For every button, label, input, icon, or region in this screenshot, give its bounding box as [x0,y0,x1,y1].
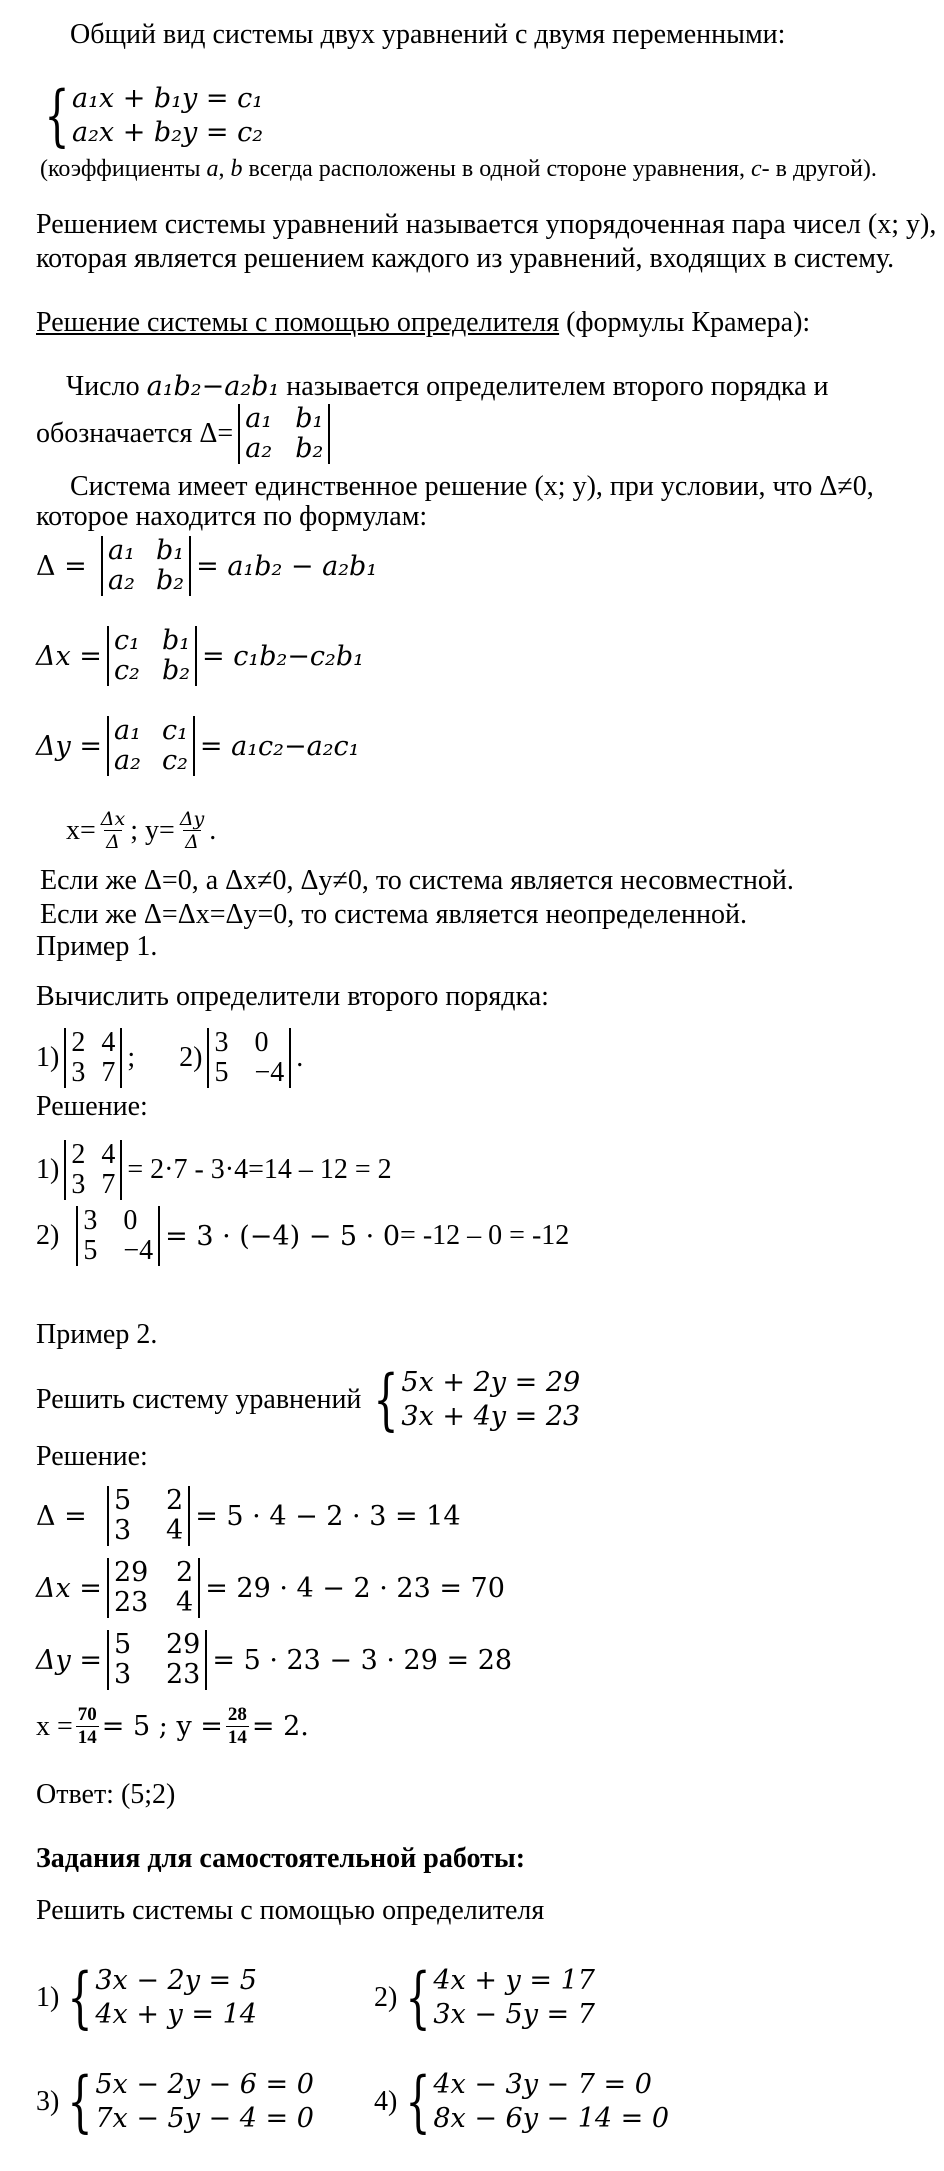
example2-dx [36,1558,505,1618]
system-eq: 4x − 3y − 7 = 0 [433,2069,652,2100]
fraction-den: Δ [185,831,199,853]
tasks-subtitle: Решить системы с помощью определителя [36,1895,545,1926]
coef-note [40,152,877,186]
matrix-cell: 3 [114,1659,132,1690]
fraction-den: Δ [106,831,120,853]
system-eq: 3x + 4y = 23 [401,1401,581,1432]
general-system [36,77,264,154]
unique-line-1: Система имеет единственное решение (x; y), при условии, что Δ≠0, [70,471,874,502]
definition-line-2: которая является решением каждого из уравнений, входящих в систему. [36,243,895,274]
formula-dy-matrix [107,716,195,776]
definition-line-1: Решением системы уравнений называется упорядоченная пара чисел (x; y), [36,209,937,240]
formula-rhs: = a₁c₂−a₂c₁ [199,730,360,762]
system-eq: 4x + y = 14 [95,1999,257,2030]
sol-end: . [209,814,217,846]
example1-title: Пример 1. [36,931,158,962]
matrix-cell: a₂ [108,565,135,596]
formula-lhs: Δy = [36,730,102,762]
task-label: 1) [36,1982,60,2013]
coef-note-part: , [218,156,231,182]
task-label: 2) [374,1982,398,2013]
matrix-cell: −4 [123,1235,154,1266]
method-title-rest: (формулы Крамера): [559,307,811,338]
example1-solution-1 [36,1140,392,1200]
result-x-value: = 5 ; y = [101,1711,223,1742]
example1-solution-label: Решение: [36,1091,148,1122]
fraction-num: Δx [100,808,126,830]
task-item-1 [36,1959,257,2036]
example2-task [36,1361,581,1438]
sol-x-label: x= [66,814,96,846]
matrix-cell: 4 [166,1515,184,1546]
matrix-cell: 0 [123,1205,138,1236]
matrix-cell: 7 [101,1057,116,1088]
matrix-cell: 3 [83,1205,98,1236]
example2-task-text: Решить систему уравнений [36,1384,362,1415]
fraction-y [226,1704,249,1749]
fraction-den: 14 [77,1727,97,1748]
example1-questions [36,1028,303,1088]
matrix-cell: a₁ [245,403,273,434]
s1-rhs: = 2·7 - 3·4=14 – 12 = 2 [127,1154,392,1185]
fraction-num: 70 [77,1704,97,1725]
task-item-3 [36,2063,314,2140]
matrix-cell: b₁ [161,625,191,656]
formula-lhs: Δ = [36,550,87,582]
example2-dy [36,1630,512,1690]
matrix-cell: 3 [214,1027,229,1058]
det-def-text: обозначается Δ= [36,418,234,449]
formula-rhs: = 5 · 23 − 3 · 29 = 28 [212,1644,513,1676]
matrix-cell: b₁ [295,403,324,434]
system-eq: 5x + 2y = 29 [401,1367,581,1398]
q2-matrix [207,1028,291,1088]
fraction-den: 14 [227,1727,247,1748]
matrix-cell: b₂ [156,565,185,596]
coef-b: b [230,156,243,182]
fraction-num: Δy [179,808,205,830]
formula-lhs: Δx = [36,1572,102,1604]
fraction-x [99,808,127,853]
system-brace: { [405,2063,431,2140]
coef-a: a [206,156,219,182]
matrix-cell: 5 [83,1235,98,1266]
formula-rhs: = a₁b₂ − a₂b₁ [196,550,378,582]
matrix-cell: 3 [71,1057,86,1088]
solution-formula [66,808,216,853]
matrix-cell: a₁ [113,715,141,746]
example2-title: Пример 2. [36,1319,158,1350]
s1-matrix [64,1140,122,1200]
matrix-cell: a₂ [245,433,273,464]
det-def-line-1 [66,370,829,404]
q2-label: 2) [179,1042,203,1073]
matrix-cell: b₂ [161,655,191,686]
matrix-cell: 29 [114,1557,149,1588]
matrix-cell: c₂ [113,655,140,686]
q1-label: 1) [36,1042,60,1073]
task-label: 3) [36,2086,60,2117]
formula-rhs: = c₁b₂−c₂b₁ [202,640,364,672]
s2-label: 2) [36,1220,60,1251]
system-eq: 8x − 6y − 14 = 0 [433,2103,670,2134]
matrix-cell: 5 [214,1057,229,1088]
matrix-cell: b₁ [156,535,185,566]
matrix-cell: 7 [101,1169,116,1200]
q2-end: . [296,1042,304,1073]
matrix-cell: 3 [71,1169,86,1200]
matrix-cell: 4 [101,1027,116,1058]
coef-note-part: - в другой). [761,156,877,182]
intro-title: Общий вид системы двух уравнений с двумя переменными: [70,19,786,50]
task-item-2 [374,1959,595,2036]
formula-dx-matrix [107,626,197,686]
system-brace: { [67,1959,93,2036]
sol-y-label: ; y= [130,814,175,846]
matrix-cell: 23 [114,1587,149,1618]
general-eq1: a₁x + b₁y = c₁ [72,83,264,114]
matrix-cell: 4 [101,1139,116,1170]
example2-dy-matrix [107,1630,207,1690]
general-eq2: a₂x + b₂y = c₂ [72,117,264,148]
matrix-cell: 23 [166,1659,201,1690]
formula-lhs: Δx = [36,640,102,672]
q1-matrix [64,1028,122,1088]
example2-delta [36,1486,461,1546]
example2-answer: Ответ: (5;2) [36,1779,176,1810]
matrix-cell: 5 [114,1485,132,1516]
example2-result [36,1704,309,1749]
coef-note-part: (коэффициенты [40,156,207,182]
coef-note-part: всегда расположены в одной стороне уравнения, [242,156,751,182]
matrix-cell: 3 [114,1515,132,1546]
formula-rhs: = 5 · 4 − 2 · 3 = 14 [195,1500,461,1532]
matrix-cell: 2 [166,1485,184,1516]
task-label: 4) [374,2086,398,2117]
formula-delta-matrix [101,536,191,596]
matrix-cell: c₂ [161,745,188,776]
example1-task: Вычислить определители второго порядка: [36,981,549,1012]
result-y-value: = 2. [251,1711,309,1742]
example2-dx-matrix [107,1558,200,1618]
det-def-expr: a₁b₂−a₂b₁ [146,371,280,402]
system-brace: { [373,1361,400,1438]
system-brace: { [405,1959,431,2036]
tasks-title: Задания для самостоятельной работы: [36,1843,526,1874]
formula-delta [36,536,377,596]
matrix-cell: 0 [254,1027,269,1058]
unique-line-2: которое находится по формулам: [36,501,428,532]
system-eq: 7x − 5y − 4 = 0 [95,2103,314,2134]
matrix-cell: a₂ [113,745,141,776]
task-item-4 [374,2063,670,2140]
det-def-matrix [238,404,330,464]
matrix-cell: 29 [166,1629,201,1660]
matrix-cell: 5 [114,1629,132,1660]
system-brace: { [44,77,70,154]
matrix-cell: 2 [71,1027,86,1058]
incompatible-line: Если же Δ=0, а Δx≠0, Δy≠0, то система является несовместной. [40,865,794,896]
system-eq: 3x − 5y = 7 [433,1999,595,2030]
s2-matrix [76,1206,160,1266]
det-def-text: Число [66,371,147,402]
system-eq: 5x − 2y − 6 = 0 [95,2069,314,2100]
example2-delta-matrix [107,1486,190,1546]
matrix-cell: 4 [176,1587,194,1618]
matrix-cell: b₂ [295,433,324,464]
example1-solution-2 [36,1206,569,1266]
system-eq: 3x − 2y = 5 [95,1965,257,1996]
det-def-line-2 [36,404,335,464]
s2-rhs-tail: = -12 – 0 = -12 [400,1220,570,1251]
formula-rhs: = 29 · 4 − 2 · 23 = 70 [205,1572,505,1604]
matrix-cell: a₁ [108,535,135,566]
matrix-cell: c₁ [113,625,140,656]
matrix-cell: −4 [254,1057,285,1088]
fraction-x [76,1704,99,1749]
s1-label: 1) [36,1154,60,1185]
example2-solution-label: Решение: [36,1441,148,1472]
matrix-cell: c₁ [161,715,188,746]
q1-end: ; [127,1042,136,1073]
fraction-y [178,808,206,853]
formula-lhs: Δ = [36,1500,87,1532]
formula-dx [36,626,364,686]
matrix-cell: 2 [71,1139,86,1170]
indefinite-line: Если же Δ=Δx=Δy=0, то система является неопределенной. [40,899,747,930]
formula-lhs: Δy = [36,1644,102,1676]
matrix-cell: 2 [176,1557,194,1588]
result-x-label: x = [36,1710,73,1742]
formula-dy [36,716,359,776]
method-title-underlined: Решение системы с помощью определителя [36,307,560,338]
s2-rhs: = 3 · (−4) − 5 · 0 [165,1220,401,1252]
system-brace: { [67,2063,93,2140]
coef-c: c [750,156,762,182]
fraction-num: 28 [227,1704,247,1725]
system-eq: 4x + y = 17 [433,1965,595,1996]
method-title [36,306,810,340]
det-def-text: называется определителем второго порядка и [279,371,829,402]
